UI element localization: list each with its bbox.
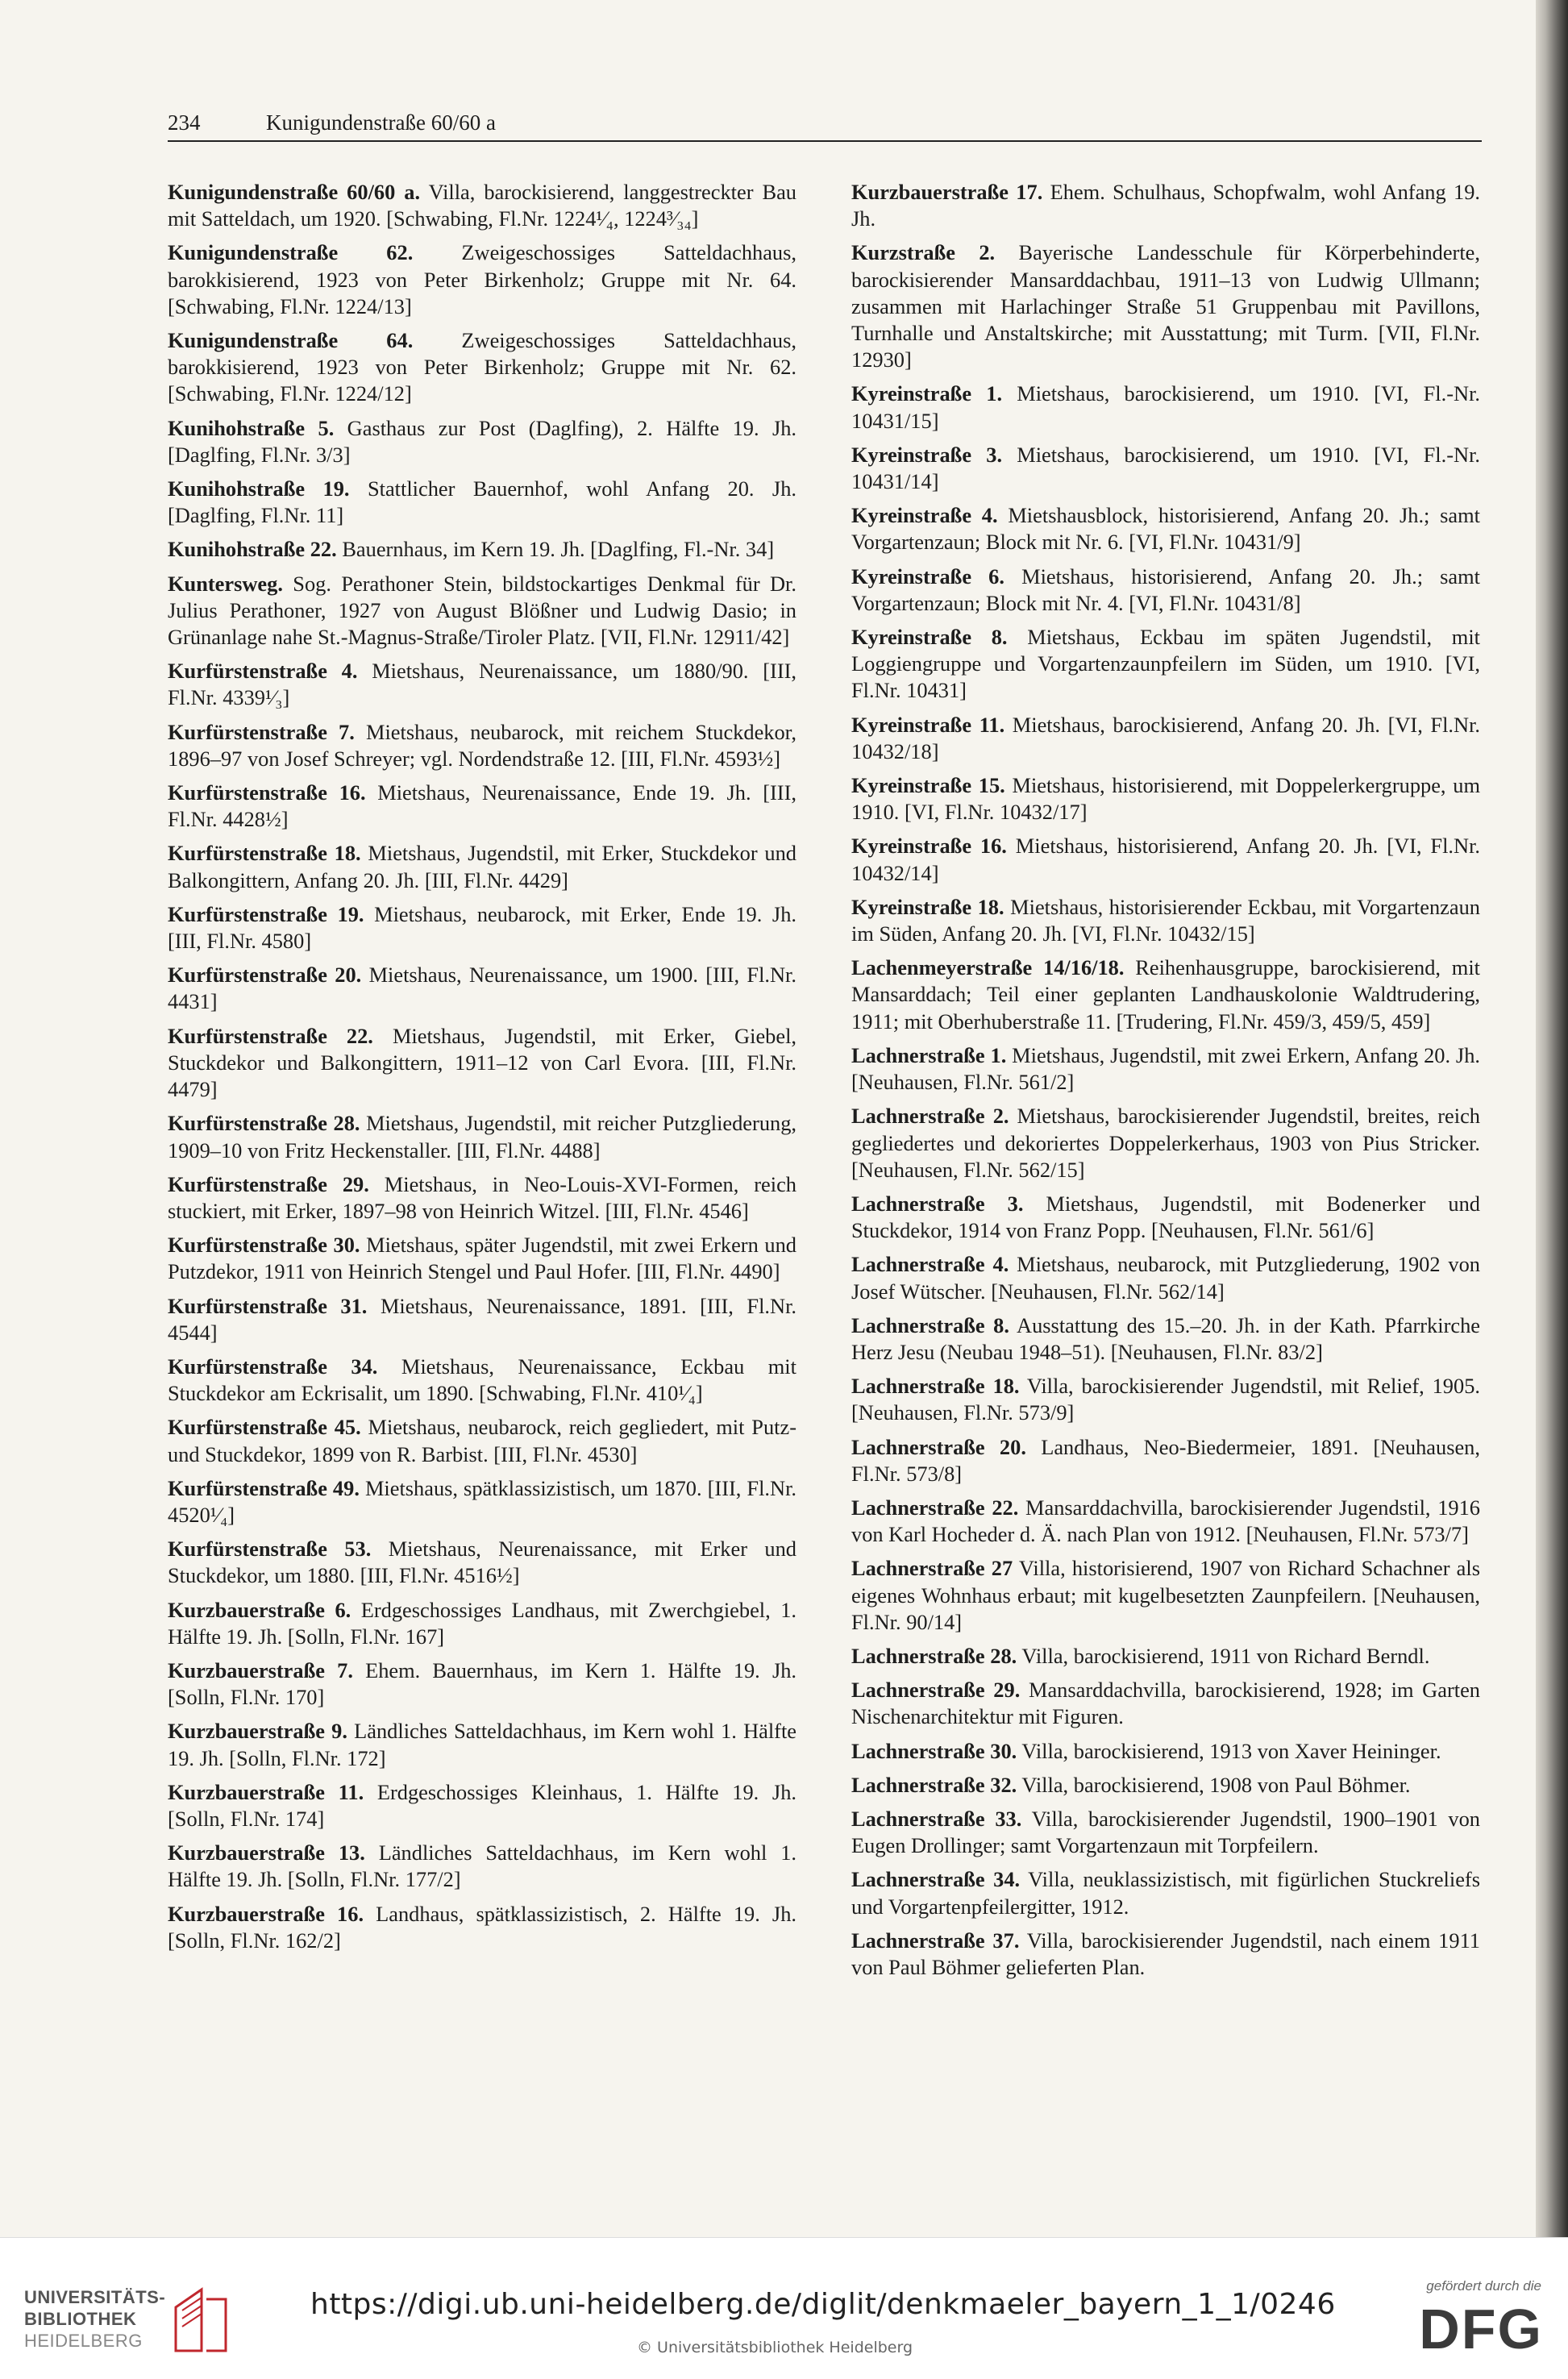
entry-heading: Lachnerstraße 1. (851, 1042, 1007, 1067)
entry-text: Zweigeschossiges Satteldachhaus, barokkisierend, 1923 von Peter Birkenholz; Gruppe mit Nr. 64. [Schwabing, Fl.Nr. 1224/13] (168, 240, 796, 318)
entry-heading: Kurzbauerstraße 13. (168, 1840, 365, 1865)
entry-text: Mietshaus, neubarock, mit Putzgliederung, 1902 von Josef Wütscher. [Neuhausen, Fl.Nr. 562/14] (851, 1252, 1480, 1304)
entry-text: Mietshaus, Jugendstil, mit Erker, Giebel, Stuckdekor und Balkongittern, 1911–12 von Carl Evora. [III, Fl.Nr. 4479] (168, 1023, 797, 1102)
gazetteer-entry (168, 901, 796, 955)
library-name: UNIVERSITÄTS- BIBLIOTHEK HEIDELBERG (24, 2287, 166, 2351)
entry-heading: Kurfürstenstraße 4. (168, 659, 358, 684)
entry-heading: Lachnerstraße 37. (851, 1928, 1020, 1953)
gazetteer-entry (168, 1840, 796, 1893)
entry-text: Mietshausblock, historisierend, Anfang 20. Jh.; samt Vorgartenzaun; Block mit Nr. 6. [VI, Fl.Nr. 10431/9] (851, 503, 1480, 555)
gazetteer-entry (851, 1251, 1480, 1304)
gazetteer-entry (851, 1772, 1480, 1799)
entry-text: Gasthaus zur Post (Daglfing), 2. Hälfte 19. Jh. [Daglfing, Fl.Nr. 3/3] (168, 415, 797, 467)
gazetteer-entry (168, 1536, 796, 1589)
entry-heading: Lachnerstraße 30. (851, 1738, 1017, 1763)
gazetteer-entry (851, 1643, 1480, 1670)
entry-heading: Kurfürstenstraße 19. (168, 901, 364, 926)
gazetteer-entry (168, 1414, 796, 1467)
library-logo[interactable] (24, 2286, 258, 2359)
entry-heading: Kyreinstraße 11. (851, 712, 1005, 737)
gazetteer-entry (851, 1042, 1480, 1096)
gazetteer-entry (168, 1901, 796, 1954)
dfg-logo[interactable] (1395, 2278, 1548, 2367)
entry-heading: Kyreinstraße 15. (851, 773, 1005, 798)
gazetteer-entry (168, 1232, 796, 1285)
gazetteer-entry (168, 536, 796, 563)
gazetteer-entry (851, 833, 1480, 886)
entry-text: Landhaus, Neo-Biedermeier, 1891. [Neuhausen, Fl.Nr. 573/8] (851, 1434, 1480, 1486)
gazetteer-entry (851, 1866, 1480, 1919)
dfg-letters: DFG (1419, 2298, 1543, 2360)
gazetteer-entry (851, 1103, 1480, 1183)
entry-heading: Kurfürstenstraße 45. (168, 1415, 361, 1440)
entry-text: Stattlicher Bauernhof, wohl Anfang 20. Jh. [Daglfing, Fl.Nr. 11] (168, 476, 796, 528)
entry-text: Mansarddachvilla, barockisierend, 1928; im Garten Nischenarchitektur mit Figuren. (851, 1678, 1480, 1729)
entry-heading: Kyreinstraße 8. (851, 625, 1008, 650)
entry-heading: Kurzstraße 2. (851, 240, 996, 265)
gazetteer-entry (851, 1806, 1480, 1859)
entry-text: Mietshaus, spätklassizistisch, um 1870. [III, Fl.Nr. 4520¹⁄₄] (168, 1475, 796, 1527)
entry-heading: Kurfürstenstraße 18. (168, 841, 361, 866)
entry-heading: Kunigundenstraße 60/60 a. (168, 180, 421, 204)
gazetteer-entry (168, 840, 796, 893)
gazetteer-entry (168, 1293, 796, 1346)
gazetteer-entry (851, 955, 1480, 1035)
entry-heading: Kurfürstenstraße 49. (168, 1475, 360, 1500)
entry-text: Bayerische Landesschule für Körperbehinderte, barockisierender Mansarddachbau, 1911–13 von Ludwig Ullmann; zusammen mit Harlachinger Straße 51 Gruppenbau mit Pavillons, Turnhalle und Anstaltskirche; mit Ausstattung; mit Turm. [VII, Fl.Nr. 12930] (851, 240, 1480, 372)
gazetteer-entry (168, 962, 796, 1015)
entry-text: Zweigeschossiges Satteldachhaus, barokkisierend, 1923 von Peter Birkenholz; Gruppe mit Nr. 62. [Schwabing, Fl.Nr. 1224/12] (168, 328, 796, 406)
entry-text: Erdgeschossiges Landhaus, mit Zwerchgiebel, 1. Hälfte 19. Jh. [Solln, Fl.Nr. 167] (168, 1597, 796, 1649)
entry-heading: Lachnerstraße 18. (851, 1374, 1020, 1399)
book-spine-shadow (1536, 0, 1568, 2237)
gazetteer-entry (851, 1738, 1480, 1765)
gazetteer-entry (168, 1597, 796, 1650)
gazetteer-entry (168, 1023, 796, 1104)
entry-text: Mietshaus, historisierend, Anfang 20. Jh. [VI, Fl.Nr. 10432/14] (851, 834, 1480, 885)
entry-heading: Kurzbauerstraße 16. (168, 1901, 364, 1926)
entry-text: Mietshaus, Neurenaissance, um 1900. [III, Fl.Nr. 4431] (168, 963, 796, 1014)
entry-heading: Lachnerstraße 33. (851, 1806, 1022, 1831)
entry-text: Mietshaus, Neurenaissance, um 1880/90. [III, Fl.Nr. 4339¹⁄₃] (168, 659, 797, 710)
gazetteer-entry (168, 1718, 796, 1771)
entry-text: Mietshaus, Jugendstil, mit Erker, Stuckdekor und Balkongittern, Anfang 20. Jh. [III, Fl.Nr. 4429] (168, 841, 796, 892)
entry-text: Villa, neuklassizistisch, mit figürlichen Stuckreliefs und Vorgartenpfeilergitter, 1912. (851, 1867, 1480, 1919)
gazetteer-entry (168, 415, 796, 468)
entry-heading: Kurfürstenstraße 20. (168, 963, 362, 988)
entry-heading: Lachnerstraße 20. (851, 1434, 1026, 1459)
entry-text: Villa, barockisierend, 1911 von Richard Berndl. (1017, 1643, 1430, 1668)
entry-text: Landhaus, spätklassizistisch, 2. Hälfte 19. Jh. [Solln, Fl.Nr. 162/2] (168, 1901, 796, 1953)
entry-heading: Kuntersweg. (168, 571, 283, 596)
entry-text: Erdgeschossiges Kleinhaus, 1. Hälfte 19. Jh. [Solln, Fl.Nr. 174] (168, 1779, 796, 1831)
entry-text: Villa, historisierend, 1907 von Richard Schachner als eigenes Wohnhaus erbaut; mit kugelbesetzten Zaunpfeilern. [Neuhausen, Fl.Nr. 90/14] (851, 1556, 1480, 1634)
gazetteer-entry (851, 239, 1480, 373)
gazetteer-entry (851, 1677, 1480, 1730)
gazetteer-entry (168, 780, 796, 833)
entry-text: Ausstattung des 15.–20. Jh. in der Kath. Pfarrkirche Herz Jesu (Neubau 1948–51). [Neuhausen, Fl.Nr. 83/2] (851, 1312, 1480, 1364)
viewer-footer (0, 2237, 1568, 2379)
entry-heading: Kyreinstraße 16. (851, 834, 1007, 859)
gazetteer-entry (851, 712, 1480, 765)
entry-heading: Kyreinstraße 3. (851, 442, 1003, 467)
entry-heading: Lachnerstraße 2. (851, 1104, 1009, 1129)
copyright-notice: © Universitätsbibliothek Heidelberg (637, 2339, 913, 2356)
entry-text: Mietshaus, barockisierend, Anfang 20. Jh. [VI, Fl.Nr. 10432/18] (851, 712, 1481, 763)
entry-heading: Kurzbauerstraße 9. (168, 1719, 347, 1744)
library-emblem-icon (169, 2283, 234, 2356)
entry-heading: Kunihohstraße 19. (168, 476, 350, 501)
entry-text: Mietshaus, neubarock, reich gegliedert, mit Putz- und Stuckdekor, 1899 von R. Barbist. [III, Fl.Nr. 4530] (168, 1415, 796, 1466)
entry-heading: Kyreinstraße 4. (851, 503, 998, 528)
entry-heading: Kunihohstraße 22. (168, 537, 337, 562)
entry-text: Mietshaus, später Jugendstil, mit zwei Erkern und Putzdekor, 1911 von Heinrich Stengel und Paul Hofer. [III, Fl.Nr. 4490] (168, 1233, 796, 1284)
entry-heading: Kurfürstenstraße 30. (168, 1233, 360, 1258)
page-number: 234 (168, 110, 201, 135)
entry-heading: Kyreinstraße 18. (851, 894, 1004, 919)
entry-text: Mietshaus, barockisierender Jugendstil, breites, reich gegliedertes und dekoriertes Doppelerkerhaus, 1903 von Pius Stricker. [Neuhausen, Fl.Nr. 562/15] (851, 1104, 1480, 1182)
entry-text: Bauernhaus, im Kern 19. Jh. [Daglfing, Fl.-Nr. 34] (336, 537, 775, 562)
entry-heading: Lachnerstraße 4. (851, 1252, 1009, 1277)
entry-heading: Lachnerstraße 8. (851, 1312, 1009, 1337)
gazetteer-entry (168, 1779, 796, 1832)
entry-text: Reihenhausgruppe, barockisierend, mit Mansarddach; Teil einer geplanten Landhauskolonie Waldtrudering, 1911; mit Oberhuberstraße 11. [Trudering, Fl.Nr. 459/3, 459/5, 459] (851, 955, 1480, 1034)
entry-text: Villa, barockisierend, langgestreckter Bau mit Satteldach, um 1920. [Schwabing, Fl.Nr. 1224¹⁄₄, 1224³⁄₃₄] (168, 180, 796, 231)
gazetteer-entry (168, 1354, 796, 1407)
gazetteer-entry (851, 894, 1480, 947)
dfg-tagline: gefördert durch die (1426, 2278, 1541, 2294)
entry-heading: Lachnerstraße 28. (851, 1643, 1017, 1668)
gazetteer-entry (168, 1171, 796, 1225)
entry-text: Villa, barockisierend, 1908 von Paul Böhmer. (1017, 1772, 1411, 1797)
entry-text: Mietshaus, in Neo-Louis-XVI-Formen, reich stuckiert, mit Erker, 1897–98 von Heinrich Witzel. [III, Fl.Nr. 4546] (168, 1171, 796, 1223)
gazetteer-entry (168, 239, 796, 320)
entry-heading: Kunigundenstraße 64. (168, 328, 414, 353)
entry-text: Ehem. Bauernhaus, im Kern 1. Hälfte 19. Jh. [Solln, Fl.Nr. 170] (168, 1657, 797, 1710)
gazetteer-entry (168, 658, 796, 711)
entry-heading: Lachnerstraße 22. (851, 1495, 1019, 1520)
entry-text: Mietshaus, Neurenaissance, Eckbau mit Stuckdekor am Eckrisalit, um 1890. [Schwabing, Fl.Nr. 410¹⁄₄] (168, 1354, 796, 1406)
entry-text: Mietshaus, historisierender Eckbau, mit Vorgartenzaun im Süden, Anfang 20. Jh. [VI, Fl.Nr. 10432/15] (851, 894, 1480, 946)
gazetteer-entry (851, 1928, 1480, 1981)
entry-text: Mietshaus, historisierend, Anfang 20. Jh.; samt Vorgartenzaun; Block mit Nr. 4. [VI, Fl.Nr. 10431/8] (851, 564, 1480, 615)
entry-heading: Kurfürstenstraße 53. (168, 1537, 372, 1562)
gazetteer-entry (168, 571, 796, 651)
entry-heading: Kurzbauerstraße 11. (168, 1779, 364, 1804)
entry-heading: Kyreinstraße 1. (851, 381, 1003, 406)
entry-heading: Lachnerstraße 3. (851, 1191, 1024, 1216)
entry-text: Villa, barockisierend, 1913 von Xaver Heininger. (1017, 1738, 1441, 1763)
gazetteer-entry (851, 1434, 1480, 1487)
gazetteer-entry (168, 179, 796, 232)
entry-text: Mietshaus, Jugendstil, mit Bodenerker und Stuckdekor, 1914 von Franz Popp. [Neuhausen, Fl.Nr. 561/6] (851, 1191, 1480, 1243)
entry-text: Mietshaus, Jugendstil, mit reicher Putzgliederung, 1909–10 von Fritz Heckenstaller. [III, Fl.Nr. 4488] (168, 1111, 796, 1162)
gazetteer-entry (851, 772, 1480, 826)
entry-heading: Lachnerstraße 34. (851, 1867, 1021, 1892)
entry-heading: Kunigundenstraße 62. (168, 240, 414, 265)
entry-heading: Kyreinstraße 6. (851, 564, 1004, 589)
entry-text: Villa, barockisierender Jugendstil, 1900–1901 von Eugen Drollinger; samt Vorgartenzaun mit Torpfeilern. (851, 1806, 1480, 1858)
gazetteer-entry (168, 1110, 796, 1163)
entry-text: Mietshaus, Neurenaissance, 1891. [III, Fl.Nr. 4544] (168, 1293, 796, 1345)
entry-text: Ländliches Satteldachhaus, im Kern wohl 1. Hälfte 19. Jh. [Solln, Fl.Nr. 172] (168, 1719, 797, 1770)
entry-text: Villa, barockisierender Jugendstil, nach einem 1911 von Paul Böhmer gelieferten Plan. (851, 1928, 1480, 1979)
right-column (851, 179, 1480, 1988)
gazetteer-entry (851, 1373, 1480, 1426)
entry-heading: Lachnerstraße 29. (851, 1678, 1021, 1703)
entry-heading: Lachnerstraße 32. (851, 1772, 1017, 1797)
entry-heading: Lachenmeyerstraße 14/16/18. (851, 955, 1125, 980)
gazetteer-entry (851, 179, 1480, 232)
entry-heading: Lachnerstraße 27 (851, 1556, 1013, 1581)
entry-text: Ländliches Satteldachhaus, im Kern wohl 1. Hälfte 19. Jh. [Solln, Fl.Nr. 177/2] (168, 1840, 796, 1892)
gazetteer-entry (851, 1495, 1480, 1548)
page-header (168, 110, 1482, 142)
entry-text: Mietshaus, Neurenaissance, Ende 19. Jh. [III, Fl.Nr. 4428½] (168, 780, 796, 832)
entry-text: Mietshaus, barockisierend, um 1910. [VI, Fl.-Nr. 10431/15] (851, 381, 1481, 433)
gazetteer-entry (168, 719, 796, 772)
entry-text: Ehem. Schulhaus, Schopfwalm, wohl Anfang 19. Jh. (851, 180, 1480, 231)
gazetteer-entry (851, 1191, 1480, 1244)
entry-heading: Kurfürstenstraße 34. (168, 1354, 378, 1379)
gazetteer-entry (168, 1657, 796, 1711)
entry-text: Mietshaus, neubarock, mit reichem Stuckdekor, 1896–97 von Josef Schreyer; vgl. Nordendstraße 12. [III, Fl.Nr. 4593½] (168, 719, 797, 771)
entry-heading: Kurfürstenstraße 22. (168, 1023, 373, 1048)
gazetteer-entry (851, 1312, 1480, 1366)
gazetteer-entry (168, 1475, 796, 1528)
gazetteer-entry (851, 624, 1480, 705)
entry-heading: Kurzbauerstraße 17. (851, 180, 1043, 204)
entry-text: Mietshaus, neubarock, mit Erker, Ende 19. Jh. [III, Fl.Nr. 4580] (168, 901, 796, 954)
gazetteer-entry (851, 502, 1480, 555)
left-column (168, 179, 796, 1961)
entry-text: Mietshaus, Jugendstil, mit zwei Erkern, Anfang 20. Jh. [Neuhausen, Fl.Nr. 561/2] (851, 1042, 1480, 1095)
permalink-url[interactable]: https://digi.ub.uni-heidelberg.de/diglit/denkmaeler_bayern_1_1/0246 (310, 2288, 1336, 2321)
entry-heading: Kurzbauerstraße 6. (168, 1597, 351, 1622)
entry-text: Mietshaus, historisierend, mit Doppelerkergruppe, um 1910. [VI, Fl.Nr. 10432/17] (851, 773, 1480, 825)
gazetteer-entry (168, 327, 796, 408)
entry-heading: Kurfürstenstraße 16. (168, 780, 366, 805)
gazetteer-entry (851, 564, 1480, 617)
entry-text: Sog. Perathoner Stein, bildstockartiges Denkmal für Dr. Julius Perathoner, 1927 von August Blößner und Ludwig Dasio; in Grünanlage nahe St.-Magnus-Straße/Tiroler Platz. [VII, Fl.Nr. 12911/42] (168, 571, 796, 650)
entry-text: Mietshaus, Neurenaissance, mit Erker und Stuckdekor, um 1880. [III, Fl.Nr. 4516½] (168, 1537, 797, 1588)
gazetteer-entry (851, 442, 1480, 495)
gazetteer-entry (851, 381, 1480, 434)
gazetteer-entry (168, 476, 796, 529)
entry-heading: Kurfürstenstraße 29. (168, 1171, 369, 1196)
entry-heading: Kunihohstraße 5. (168, 415, 335, 440)
entry-text: Mietshaus, barockisierend, um 1910. [VI, Fl.-Nr. 10431/14] (851, 442, 1481, 494)
entry-text: Mietshaus, Eckbau im späten Jugendstil, mit Loggiengruppe und Vorgartenzaunpfeilern im Süden, um 1910. [VI, Fl.Nr. 10431] (851, 625, 1480, 703)
running-title: Kunigundenstraße 60/60 a (266, 110, 496, 135)
entry-heading: Kurfürstenstraße 31. (168, 1293, 368, 1318)
entry-text: Mansarddachvilla, barockisierender Jugendstil, 1916 von Karl Hocheder d. Ä. nach Plan von 1912. [Neuhausen, Fl.Nr. 573/7] (851, 1495, 1480, 1547)
entry-heading: Kurfürstenstraße 28. (168, 1111, 360, 1136)
entry-heading: Kurzbauerstraße 7. (168, 1657, 353, 1682)
gazetteer-entry (851, 1555, 1480, 1636)
entry-heading: Kurfürstenstraße 7. (168, 719, 355, 744)
entry-text: Villa, barockisierender Jugendstil, mit Relief, 1905. [Neuhausen, Fl.Nr. 573/9] (851, 1374, 1480, 1425)
